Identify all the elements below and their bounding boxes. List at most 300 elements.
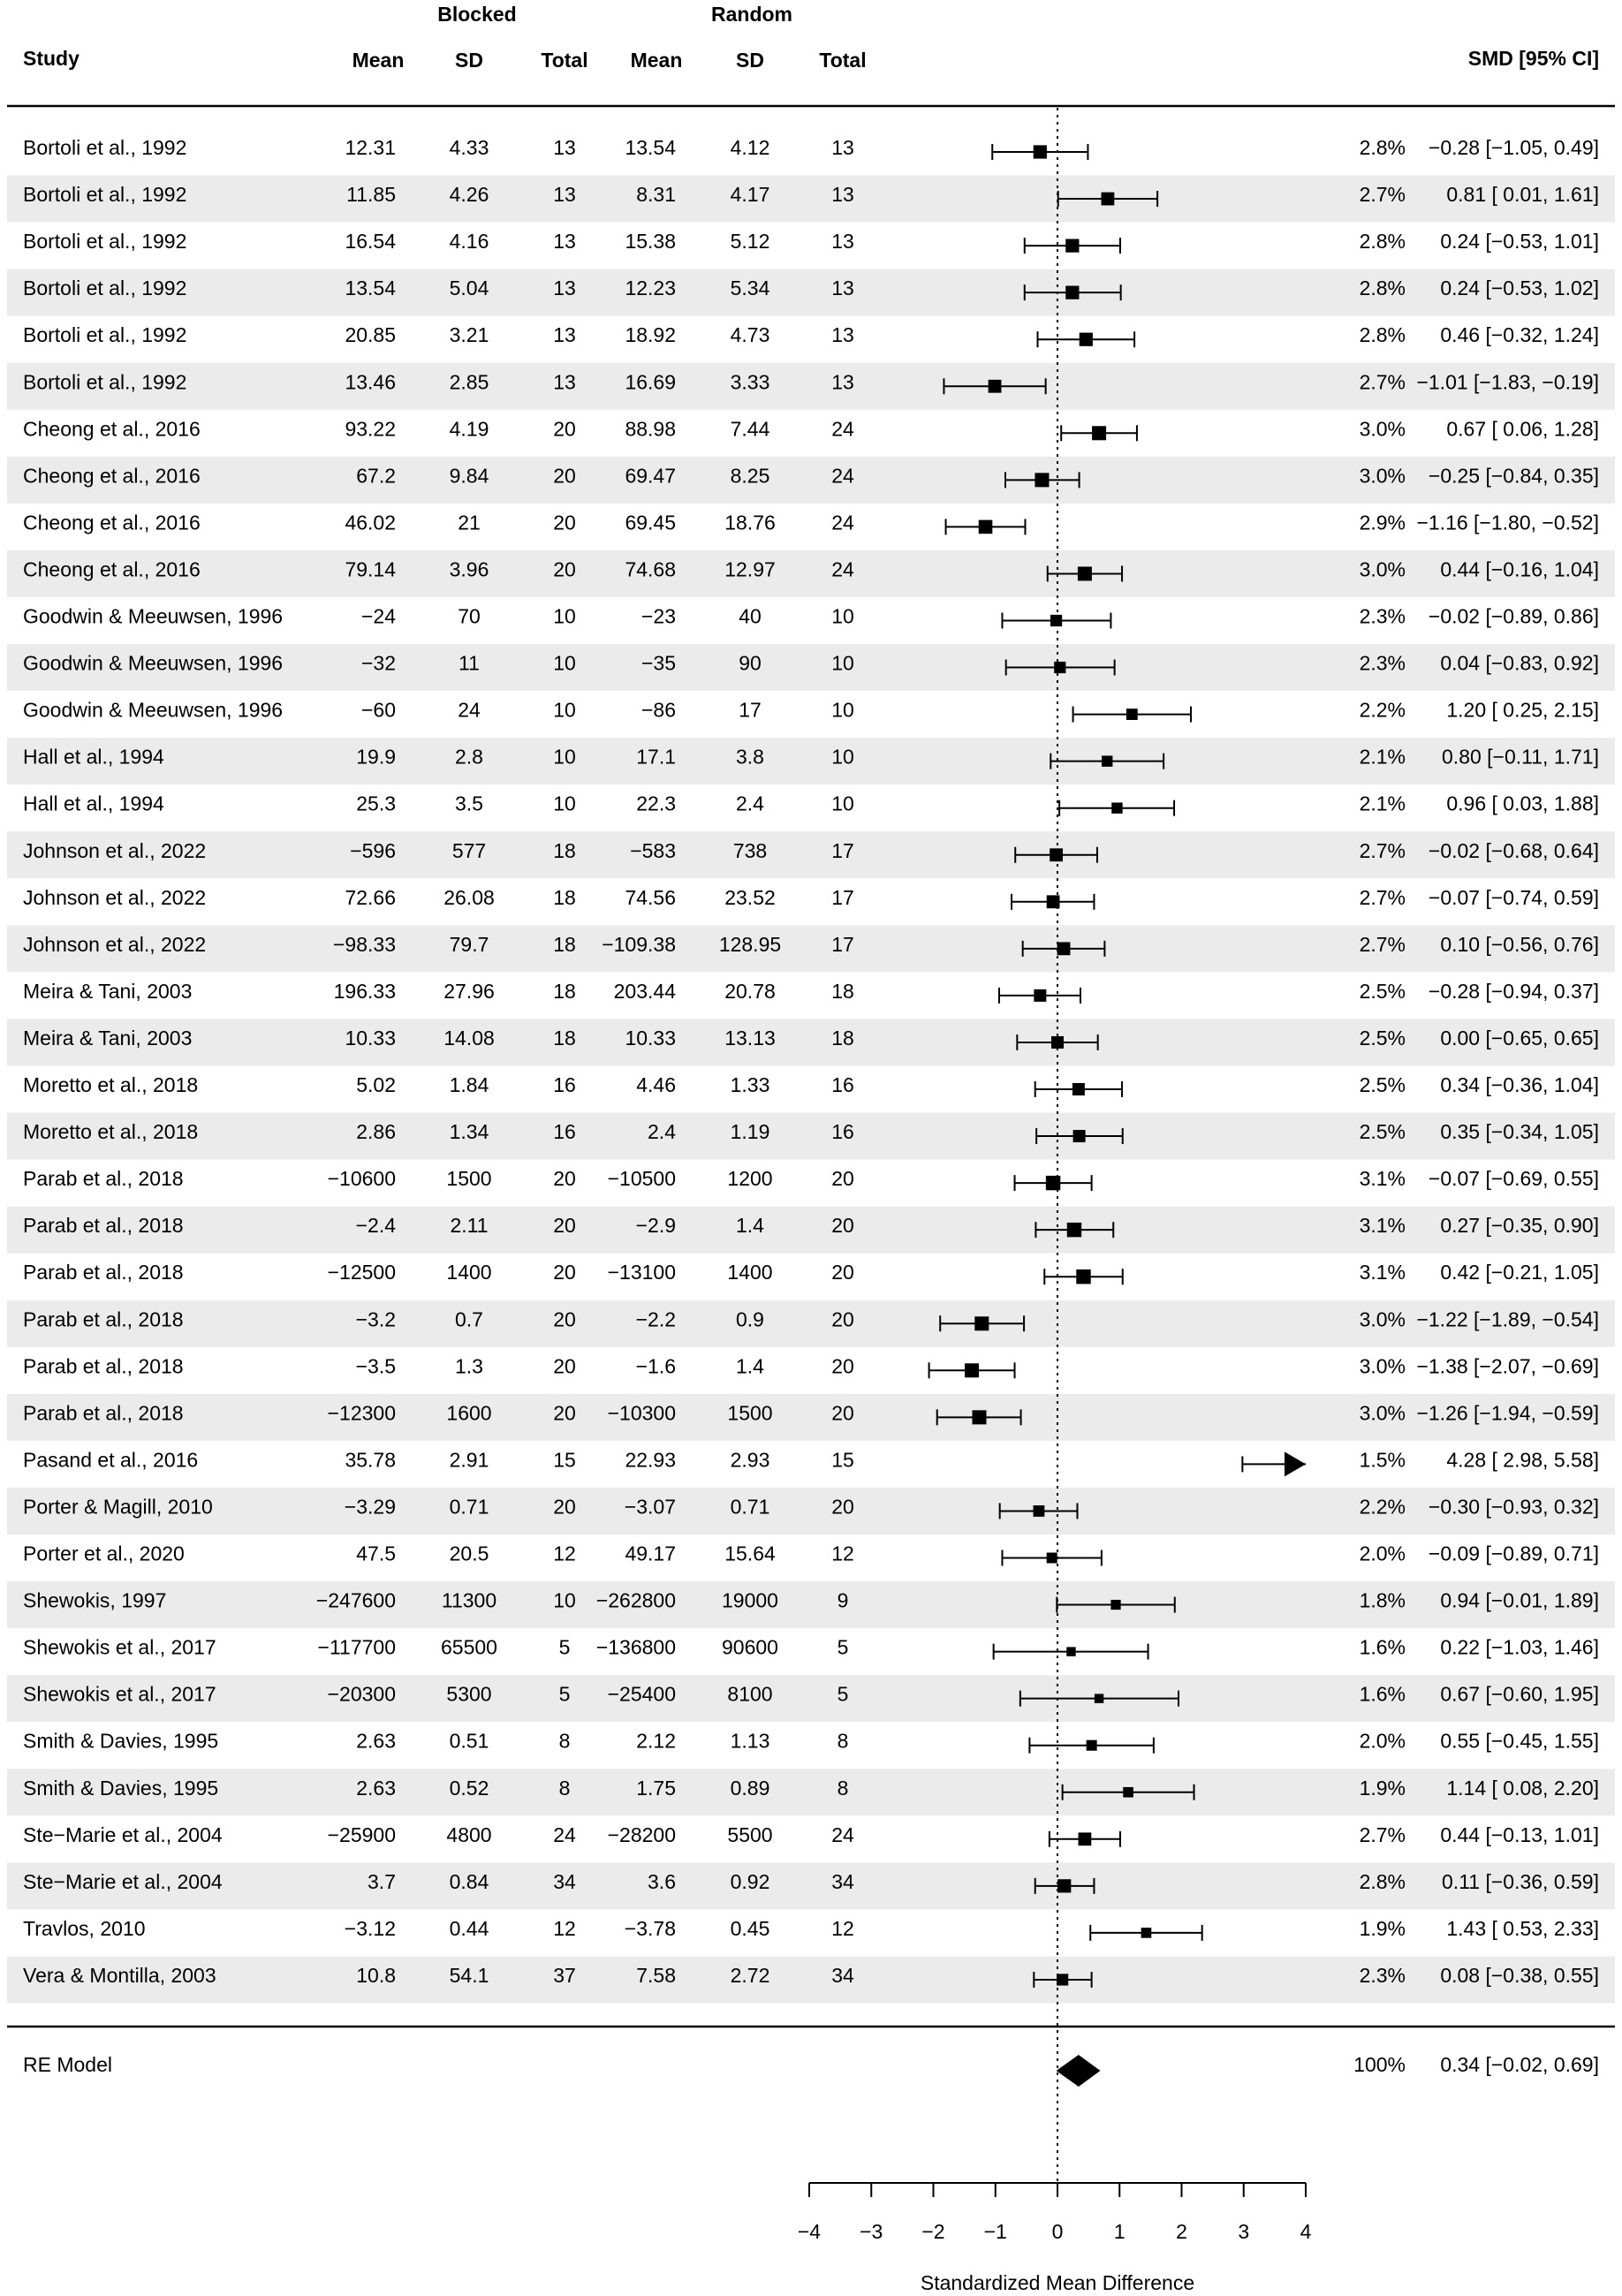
cell-effect-ci: −0.25 [−0.84, 0.35] xyxy=(1428,464,1599,488)
cell-effect-ci: 0.34 [−0.36, 1.04] xyxy=(1440,1073,1599,1096)
cell-random-sd: 0.89 xyxy=(730,1776,770,1800)
cell-random-mean: −86 xyxy=(640,698,676,722)
cell-random-mean: −13100 xyxy=(607,1261,676,1284)
cell-weight: 2.3% xyxy=(1359,604,1406,628)
cell-random-total: 8 xyxy=(837,1776,849,1800)
cell-blocked-mean: 93.22 xyxy=(345,417,396,441)
point-estimate xyxy=(1141,1928,1152,1938)
cell-blocked-sd: 3.96 xyxy=(449,557,489,581)
cell-random-mean: −10300 xyxy=(607,1401,676,1425)
cell-random-sd: 4.73 xyxy=(730,323,770,347)
cell-blocked-sd: 0.71 xyxy=(449,1495,489,1519)
cell-blocked-sd: 5.04 xyxy=(449,277,489,300)
cell-effect-ci: −0.28 [−0.94, 0.37] xyxy=(1428,979,1599,1003)
point-estimate xyxy=(979,520,993,534)
cell-blocked-total: 15 xyxy=(553,1448,576,1472)
cell-effect-ci: −1.01 [−1.83, −0.19] xyxy=(1416,370,1599,394)
cell-effect-ci: 0.80 [−0.11, 1.71] xyxy=(1442,745,1599,769)
cell-random-total: 20 xyxy=(831,1261,854,1284)
cell-blocked-mean: −32 xyxy=(360,651,396,675)
cell-study: Ste−Marie et al., 2004 xyxy=(23,1869,223,1893)
cell-random-mean: −10500 xyxy=(607,1167,676,1191)
x-tick-label: 4 xyxy=(1300,2220,1312,2243)
point-estimate xyxy=(1126,709,1138,720)
cell-blocked-sd: 70 xyxy=(458,604,481,628)
cell-weight: 3.0% xyxy=(1359,1307,1406,1331)
cell-effect-ci: 0.24 [−0.53, 1.02] xyxy=(1440,277,1599,300)
cell-random-total: 15 xyxy=(831,1448,854,1472)
cell-blocked-total: 13 xyxy=(553,230,576,254)
cell-random-total: 10 xyxy=(831,604,854,628)
cell-study: Bortoli et al., 1992 xyxy=(23,136,187,159)
cell-random-total: 10 xyxy=(831,792,854,815)
cell-blocked-mean: 11.85 xyxy=(346,183,396,207)
cell-weight: 3.1% xyxy=(1359,1167,1406,1191)
cell-blocked-sd: 2.8 xyxy=(455,745,483,769)
cell-effect-ci: 0.08 [−0.38, 0.55] xyxy=(1440,1963,1599,1987)
point-estimate xyxy=(1047,895,1060,908)
header-random-total: Total xyxy=(819,49,867,72)
cell-blocked-mean: 16.54 xyxy=(345,230,396,254)
cell-weight: 2.8% xyxy=(1359,1869,1406,1893)
cell-random-mean: 10.33 xyxy=(625,1026,676,1049)
cell-blocked-total: 20 xyxy=(553,511,576,534)
point-estimate xyxy=(1034,1505,1045,1517)
cell-blocked-total: 16 xyxy=(553,1073,576,1096)
cell-random-sd: 20.78 xyxy=(724,979,776,1003)
x-axis-label: Standardized Mean Difference xyxy=(920,2271,1195,2294)
cell-blocked-total: 5 xyxy=(558,1682,571,1706)
point-estimate xyxy=(1067,1223,1081,1237)
cell-study: Parab et al., 2018 xyxy=(23,1261,184,1284)
cell-random-mean: −23 xyxy=(640,604,676,628)
cell-random-sd: 0.9 xyxy=(736,1307,764,1331)
cell-blocked-sd: 1500 xyxy=(446,1167,492,1191)
x-tick-label: −3 xyxy=(860,2220,883,2243)
cell-study: Bortoli et al., 1992 xyxy=(23,323,187,347)
cell-study: Smith & Davies, 1995 xyxy=(23,1729,219,1753)
cell-blocked-total: 10 xyxy=(553,745,576,769)
cell-blocked-sd: 65500 xyxy=(441,1635,497,1659)
cell-weight: 2.7% xyxy=(1359,932,1406,956)
cell-blocked-total: 20 xyxy=(553,557,576,581)
cell-weight: 2.3% xyxy=(1359,1963,1406,1987)
cell-random-total: 20 xyxy=(831,1214,854,1238)
cell-weight: 2.3% xyxy=(1359,651,1406,675)
cell-study: Smith & Davies, 1995 xyxy=(23,1776,219,1800)
cell-blocked-mean: −98.33 xyxy=(333,932,396,956)
point-estimate xyxy=(1066,1647,1075,1656)
cell-blocked-sd: 0.44 xyxy=(449,1916,489,1940)
cell-weight: 2.8% xyxy=(1359,277,1406,300)
header-random-sd: SD xyxy=(736,49,764,72)
cell-study: Shewokis, 1997 xyxy=(23,1588,167,1612)
cell-blocked-sd: 21 xyxy=(458,511,481,534)
cell-effect-ci: −1.16 [−1.80, −0.52] xyxy=(1416,511,1599,534)
cell-random-mean: 2.12 xyxy=(636,1729,676,1753)
cell-blocked-total: 37 xyxy=(553,1963,576,1987)
cell-study: Bortoli et al., 1992 xyxy=(23,230,187,254)
point-estimate xyxy=(1102,755,1112,766)
cell-effect-ci: 0.24 [−0.53, 1.01] xyxy=(1440,230,1599,254)
cell-random-mean: −2.2 xyxy=(635,1307,676,1331)
cell-effect-ci: −1.38 [−2.07, −0.69] xyxy=(1416,1354,1599,1378)
cell-blocked-total: 10 xyxy=(553,1588,576,1612)
cell-random-total: 18 xyxy=(831,979,854,1003)
cell-random-sd: 13.13 xyxy=(724,1026,776,1049)
point-estimate xyxy=(1035,473,1049,487)
cell-blocked-total: 20 xyxy=(553,1354,576,1378)
point-estimate xyxy=(1050,615,1062,626)
cell-blocked-mean: −60 xyxy=(360,698,396,722)
cell-blocked-sd: 27.96 xyxy=(443,979,495,1003)
cell-effect-ci: 0.81 [ 0.01, 1.61] xyxy=(1446,183,1599,207)
cell-blocked-total: 20 xyxy=(553,1214,576,1238)
cell-study: Ste−Marie et al., 2004 xyxy=(23,1822,223,1846)
cell-effect-ci: −0.09 [−0.89, 0.71] xyxy=(1428,1542,1599,1565)
point-estimate xyxy=(989,380,1002,393)
cell-weight: 2.2% xyxy=(1359,1495,1406,1519)
cell-blocked-mean: 2.63 xyxy=(356,1729,396,1753)
cell-blocked-mean: −12300 xyxy=(327,1401,396,1425)
cell-blocked-sd: 2.85 xyxy=(449,370,489,394)
cell-blocked-total: 5 xyxy=(558,1635,571,1659)
cell-random-mean: 88.98 xyxy=(625,417,676,441)
cell-blocked-total: 20 xyxy=(553,1401,576,1425)
cell-effect-ci: 0.04 [−0.83, 0.92] xyxy=(1440,651,1599,675)
cell-blocked-mean: −3.29 xyxy=(344,1495,396,1519)
cell-study: Hall et al., 1994 xyxy=(23,792,164,815)
cell-random-mean: −109.38 xyxy=(602,932,676,956)
cell-random-mean: 17.1 xyxy=(636,745,676,769)
point-estimate xyxy=(1076,1269,1090,1284)
cell-blocked-sd: 2.11 xyxy=(450,1214,489,1238)
x-tick-label: 0 xyxy=(1051,2220,1064,2243)
cell-random-total: 17 xyxy=(831,838,854,862)
cell-weight: 2.0% xyxy=(1359,1542,1406,1565)
cell-random-total: 34 xyxy=(831,1869,854,1893)
table-row xyxy=(23,605,1599,629)
cell-effect-ci: 0.42 [−0.21, 1.05] xyxy=(1440,1261,1599,1284)
cell-blocked-total: 13 xyxy=(553,370,576,394)
cell-effect-ci: 0.67 [ 0.06, 1.28] xyxy=(1446,417,1599,441)
cell-random-sd: 1.4 xyxy=(736,1214,764,1238)
cell-effect-ci: −0.07 [−0.69, 0.55] xyxy=(1428,1167,1599,1191)
table-row xyxy=(23,1261,1599,1284)
cell-random-mean: −25400 xyxy=(607,1682,676,1706)
cell-blocked-mean: 13.46 xyxy=(345,370,396,394)
point-estimate xyxy=(1054,662,1065,673)
summary-effect-ci: 0.34 [−0.02, 0.69] xyxy=(1440,2053,1599,2076)
cell-random-sd: 128.95 xyxy=(718,932,782,956)
cell-blocked-mean: −596 xyxy=(350,838,396,862)
summary-weight: 100% xyxy=(1353,2053,1406,2076)
cell-random-mean: −3.07 xyxy=(624,1495,676,1519)
table-row xyxy=(23,699,1599,723)
cell-effect-ci: −1.22 [−1.89, −0.54] xyxy=(1416,1307,1599,1331)
cell-blocked-total: 13 xyxy=(553,277,576,300)
cell-blocked-mean: 13.54 xyxy=(345,277,396,300)
table-row xyxy=(23,323,1599,347)
point-estimate xyxy=(974,1316,989,1330)
cell-effect-ci: 0.00 [−0.65, 0.65] xyxy=(1440,1026,1599,1049)
cell-effect-ci: 1.43 [ 0.53, 2.33] xyxy=(1446,1916,1599,1940)
cell-blocked-mean: −3.5 xyxy=(355,1354,396,1378)
cell-random-total: 13 xyxy=(831,183,854,207)
cell-random-sd: 0.71 xyxy=(730,1495,770,1519)
cell-blocked-mean: 5.02 xyxy=(356,1073,396,1096)
table-row xyxy=(23,1073,1599,1097)
header-blocked-mean: Mean xyxy=(352,49,405,72)
cell-blocked-sd: 3.21 xyxy=(449,323,489,347)
cell-blocked-total: 20 xyxy=(553,464,576,488)
cell-study: Parab et al., 2018 xyxy=(23,1401,184,1425)
cell-effect-ci: −0.07 [−0.74, 0.59] xyxy=(1428,885,1599,909)
cell-blocked-sd: 1400 xyxy=(446,1261,492,1284)
table-row xyxy=(23,136,1599,160)
table-row xyxy=(23,511,1599,534)
cell-blocked-total: 10 xyxy=(553,604,576,628)
cell-effect-ci: 1.20 [ 0.25, 2.15] xyxy=(1446,698,1599,722)
cell-blocked-mean: −12500 xyxy=(327,1261,396,1284)
cell-random-sd: 2.72 xyxy=(730,1963,770,1987)
cell-blocked-mean: −24 xyxy=(360,604,396,628)
cell-blocked-sd: 1600 xyxy=(446,1401,492,1425)
cell-blocked-sd: 24 xyxy=(458,698,481,722)
point-estimate xyxy=(1065,239,1079,253)
cell-random-sd: 1200 xyxy=(727,1167,773,1191)
cell-study: Pasand et al., 2016 xyxy=(23,1448,199,1472)
cell-blocked-sd: 4800 xyxy=(446,1822,492,1846)
cell-effect-ci: 0.55 [−0.45, 1.55] xyxy=(1440,1729,1599,1753)
cell-weight: 2.7% xyxy=(1359,838,1406,862)
cell-blocked-total: 18 xyxy=(553,1026,576,1049)
cell-study: Porter et al., 2020 xyxy=(23,1542,185,1565)
cell-random-sd: 1500 xyxy=(727,1401,773,1425)
cell-random-total: 9 xyxy=(837,1588,849,1612)
cell-random-total: 5 xyxy=(837,1682,849,1706)
cell-random-total: 13 xyxy=(831,370,854,394)
cell-blocked-sd: 54.1 xyxy=(449,1963,489,1987)
summary-label: RE Model xyxy=(23,2053,112,2076)
cell-study: Johnson et al., 2022 xyxy=(23,838,207,862)
cell-random-total: 20 xyxy=(831,1167,854,1191)
cell-random-sd: 3.8 xyxy=(736,745,764,769)
cell-blocked-mean: 46.02 xyxy=(345,511,396,534)
cell-random-total: 20 xyxy=(831,1401,854,1425)
cell-blocked-total: 13 xyxy=(553,183,576,207)
cell-blocked-sd: 1.34 xyxy=(449,1120,489,1144)
cell-effect-ci: 0.10 [−0.56, 0.76] xyxy=(1440,932,1599,956)
cell-random-total: 24 xyxy=(831,511,854,534)
cell-study: Bortoli et al., 1992 xyxy=(23,277,187,300)
table-row xyxy=(23,1354,1599,1378)
cell-random-total: 24 xyxy=(831,464,854,488)
cell-blocked-mean: 10.8 xyxy=(356,1963,396,1987)
cell-random-mean: 3.6 xyxy=(648,1869,676,1893)
cell-weight: 1.9% xyxy=(1359,1916,1406,1940)
cell-blocked-total: 12 xyxy=(553,1916,576,1940)
cell-study: Johnson et al., 2022 xyxy=(23,932,207,956)
cell-random-mean: 2.4 xyxy=(648,1120,676,1144)
cell-effect-ci: 0.96 [ 0.03, 1.88] xyxy=(1446,792,1599,815)
cell-blocked-total: 20 xyxy=(553,1261,576,1284)
cell-random-total: 17 xyxy=(831,885,854,909)
cell-effect-ci: 0.44 [−0.16, 1.04] xyxy=(1440,557,1599,581)
cell-study: Goodwin & Meeuwsen, 1996 xyxy=(23,651,284,675)
cell-random-mean: 22.3 xyxy=(636,792,676,815)
cell-weight: 2.5% xyxy=(1359,979,1406,1003)
cell-blocked-mean: −3.12 xyxy=(344,1916,396,1940)
point-estimate xyxy=(1092,426,1106,440)
cell-blocked-total: 12 xyxy=(553,1542,576,1565)
header-study: Study xyxy=(23,47,80,70)
x-tick-label: 1 xyxy=(1113,2220,1126,2243)
header-blocked-sd: SD xyxy=(455,49,483,72)
cell-random-total: 13 xyxy=(831,277,854,300)
cell-blocked-total: 18 xyxy=(553,979,576,1003)
cell-blocked-sd: 4.19 xyxy=(449,417,489,441)
cell-random-sd: 4.17 xyxy=(730,183,770,207)
x-axis xyxy=(798,2183,1312,2243)
cell-blocked-sd: 0.7 xyxy=(455,1307,483,1331)
cell-study: Shewokis et al., 2017 xyxy=(23,1635,216,1659)
cell-random-mean: 22.93 xyxy=(625,1448,676,1472)
header-blocked-total: Total xyxy=(541,49,588,72)
cell-weight: 1.8% xyxy=(1359,1588,1406,1612)
cell-blocked-mean: 47.5 xyxy=(356,1542,396,1565)
cell-blocked-total: 10 xyxy=(553,651,576,675)
cell-weight: 2.8% xyxy=(1359,323,1406,347)
cell-random-sd: 8100 xyxy=(727,1682,773,1706)
table-row xyxy=(23,417,1599,441)
point-estimate xyxy=(1065,286,1079,299)
cell-weight: 1.5% xyxy=(1359,1448,1406,1472)
cell-weight: 2.2% xyxy=(1359,698,1406,722)
cell-random-mean: 18.92 xyxy=(625,323,676,347)
table-row xyxy=(23,792,1599,816)
cell-weight: 1.6% xyxy=(1359,1682,1406,1706)
cell-study: Vera & Montilla, 2003 xyxy=(23,1963,216,1987)
cell-random-total: 24 xyxy=(831,417,854,441)
cell-blocked-total: 13 xyxy=(553,323,576,347)
cell-random-sd: 40 xyxy=(739,604,762,628)
cell-random-sd: 19000 xyxy=(722,1588,778,1612)
cell-random-mean: 74.56 xyxy=(625,885,676,909)
cell-random-mean: −1.6 xyxy=(635,1354,676,1378)
summary-row xyxy=(23,2053,1599,2087)
cell-study: Porter & Magill, 2010 xyxy=(23,1495,213,1519)
cell-blocked-mean: 3.7 xyxy=(368,1869,396,1893)
point-estimate xyxy=(1047,1553,1057,1564)
cell-effect-ci: 0.94 [−0.01, 1.89] xyxy=(1440,1588,1599,1612)
cell-blocked-total: 18 xyxy=(553,885,576,909)
cell-random-mean: 8.31 xyxy=(636,183,676,207)
table-row xyxy=(23,1917,1599,1941)
cell-blocked-total: 8 xyxy=(558,1729,571,1753)
cell-study: Parab et al., 2018 xyxy=(23,1307,184,1331)
cell-blocked-total: 20 xyxy=(553,1167,576,1191)
cell-study: Travlos, 2010 xyxy=(23,1916,146,1940)
cell-blocked-mean: −3.2 xyxy=(355,1307,396,1331)
cell-random-total: 8 xyxy=(837,1729,849,1753)
cell-random-total: 13 xyxy=(831,323,854,347)
point-estimate xyxy=(1057,942,1071,955)
header-group-blocked: Blocked xyxy=(437,3,517,26)
cell-blocked-mean: −25900 xyxy=(327,1822,396,1846)
table-header xyxy=(23,3,1599,72)
cell-blocked-mean: 19.9 xyxy=(356,745,396,769)
point-estimate xyxy=(1057,1879,1071,1892)
cell-blocked-sd: 0.52 xyxy=(449,1776,489,1800)
cell-random-sd: 0.92 xyxy=(730,1869,770,1893)
cell-weight: 2.8% xyxy=(1359,230,1406,254)
cell-random-sd: 2.4 xyxy=(736,792,764,815)
cell-blocked-mean: −247600 xyxy=(315,1588,396,1612)
cell-blocked-sd: 11300 xyxy=(441,1588,497,1612)
point-estimate xyxy=(1102,193,1115,206)
cell-study: Bortoli et al., 1992 xyxy=(23,183,187,207)
cell-study: Parab et al., 2018 xyxy=(23,1167,184,1191)
point-estimate xyxy=(1087,1740,1097,1751)
cell-random-total: 34 xyxy=(831,1963,854,1987)
cell-weight: 2.7% xyxy=(1359,1822,1406,1846)
cell-blocked-mean: −10600 xyxy=(327,1167,396,1191)
cell-blocked-total: 24 xyxy=(553,1822,576,1846)
cell-effect-ci: −0.02 [−0.68, 0.64] xyxy=(1428,838,1599,862)
cell-blocked-sd: 79.7 xyxy=(449,932,489,956)
point-estimate xyxy=(1080,333,1093,346)
cell-random-sd: 8.25 xyxy=(730,464,770,488)
cell-weight: 1.9% xyxy=(1359,1776,1406,1800)
cell-blocked-total: 20 xyxy=(553,1495,576,1519)
point-estimate xyxy=(1073,1130,1086,1142)
cell-weight: 2.7% xyxy=(1359,370,1406,394)
cell-weight: 3.0% xyxy=(1359,464,1406,488)
point-estimate xyxy=(972,1410,986,1424)
cell-blocked-total: 10 xyxy=(553,698,576,722)
cell-random-mean: −35 xyxy=(640,651,676,675)
cell-blocked-total: 20 xyxy=(553,1307,576,1331)
cell-random-mean: −262800 xyxy=(595,1588,676,1612)
cell-random-sd: 3.33 xyxy=(730,370,770,394)
cell-weight: 3.0% xyxy=(1359,557,1406,581)
point-estimate xyxy=(1079,1832,1092,1845)
cell-random-mean: 12.23 xyxy=(625,277,676,300)
cell-random-sd: 7.44 xyxy=(730,417,770,441)
point-estimate xyxy=(1034,145,1047,158)
header-random-mean: Mean xyxy=(630,49,683,72)
cell-blocked-total: 8 xyxy=(558,1776,571,1800)
cell-random-total: 12 xyxy=(831,1916,854,1940)
point-estimate xyxy=(1050,848,1063,861)
cell-blocked-sd: 1.3 xyxy=(455,1354,483,1378)
header-group-random: Random xyxy=(711,3,792,26)
table-row xyxy=(23,980,1599,1004)
cell-blocked-sd: 3.5 xyxy=(455,792,483,815)
cell-blocked-mean: 79.14 xyxy=(345,557,396,581)
cell-random-sd: 1.33 xyxy=(730,1073,770,1096)
cell-weight: 3.0% xyxy=(1359,1401,1406,1425)
cell-blocked-mean: 196.33 xyxy=(333,979,396,1003)
cell-study: Goodwin & Meeuwsen, 1996 xyxy=(23,698,284,722)
cell-weight: 1.6% xyxy=(1359,1635,1406,1659)
cell-random-mean: 16.69 xyxy=(625,370,676,394)
cell-weight: 2.5% xyxy=(1359,1120,1406,1144)
cell-blocked-sd: 1.84 xyxy=(449,1073,489,1096)
cell-random-mean: −2.9 xyxy=(635,1214,676,1238)
cell-random-mean: 69.47 xyxy=(625,464,676,488)
